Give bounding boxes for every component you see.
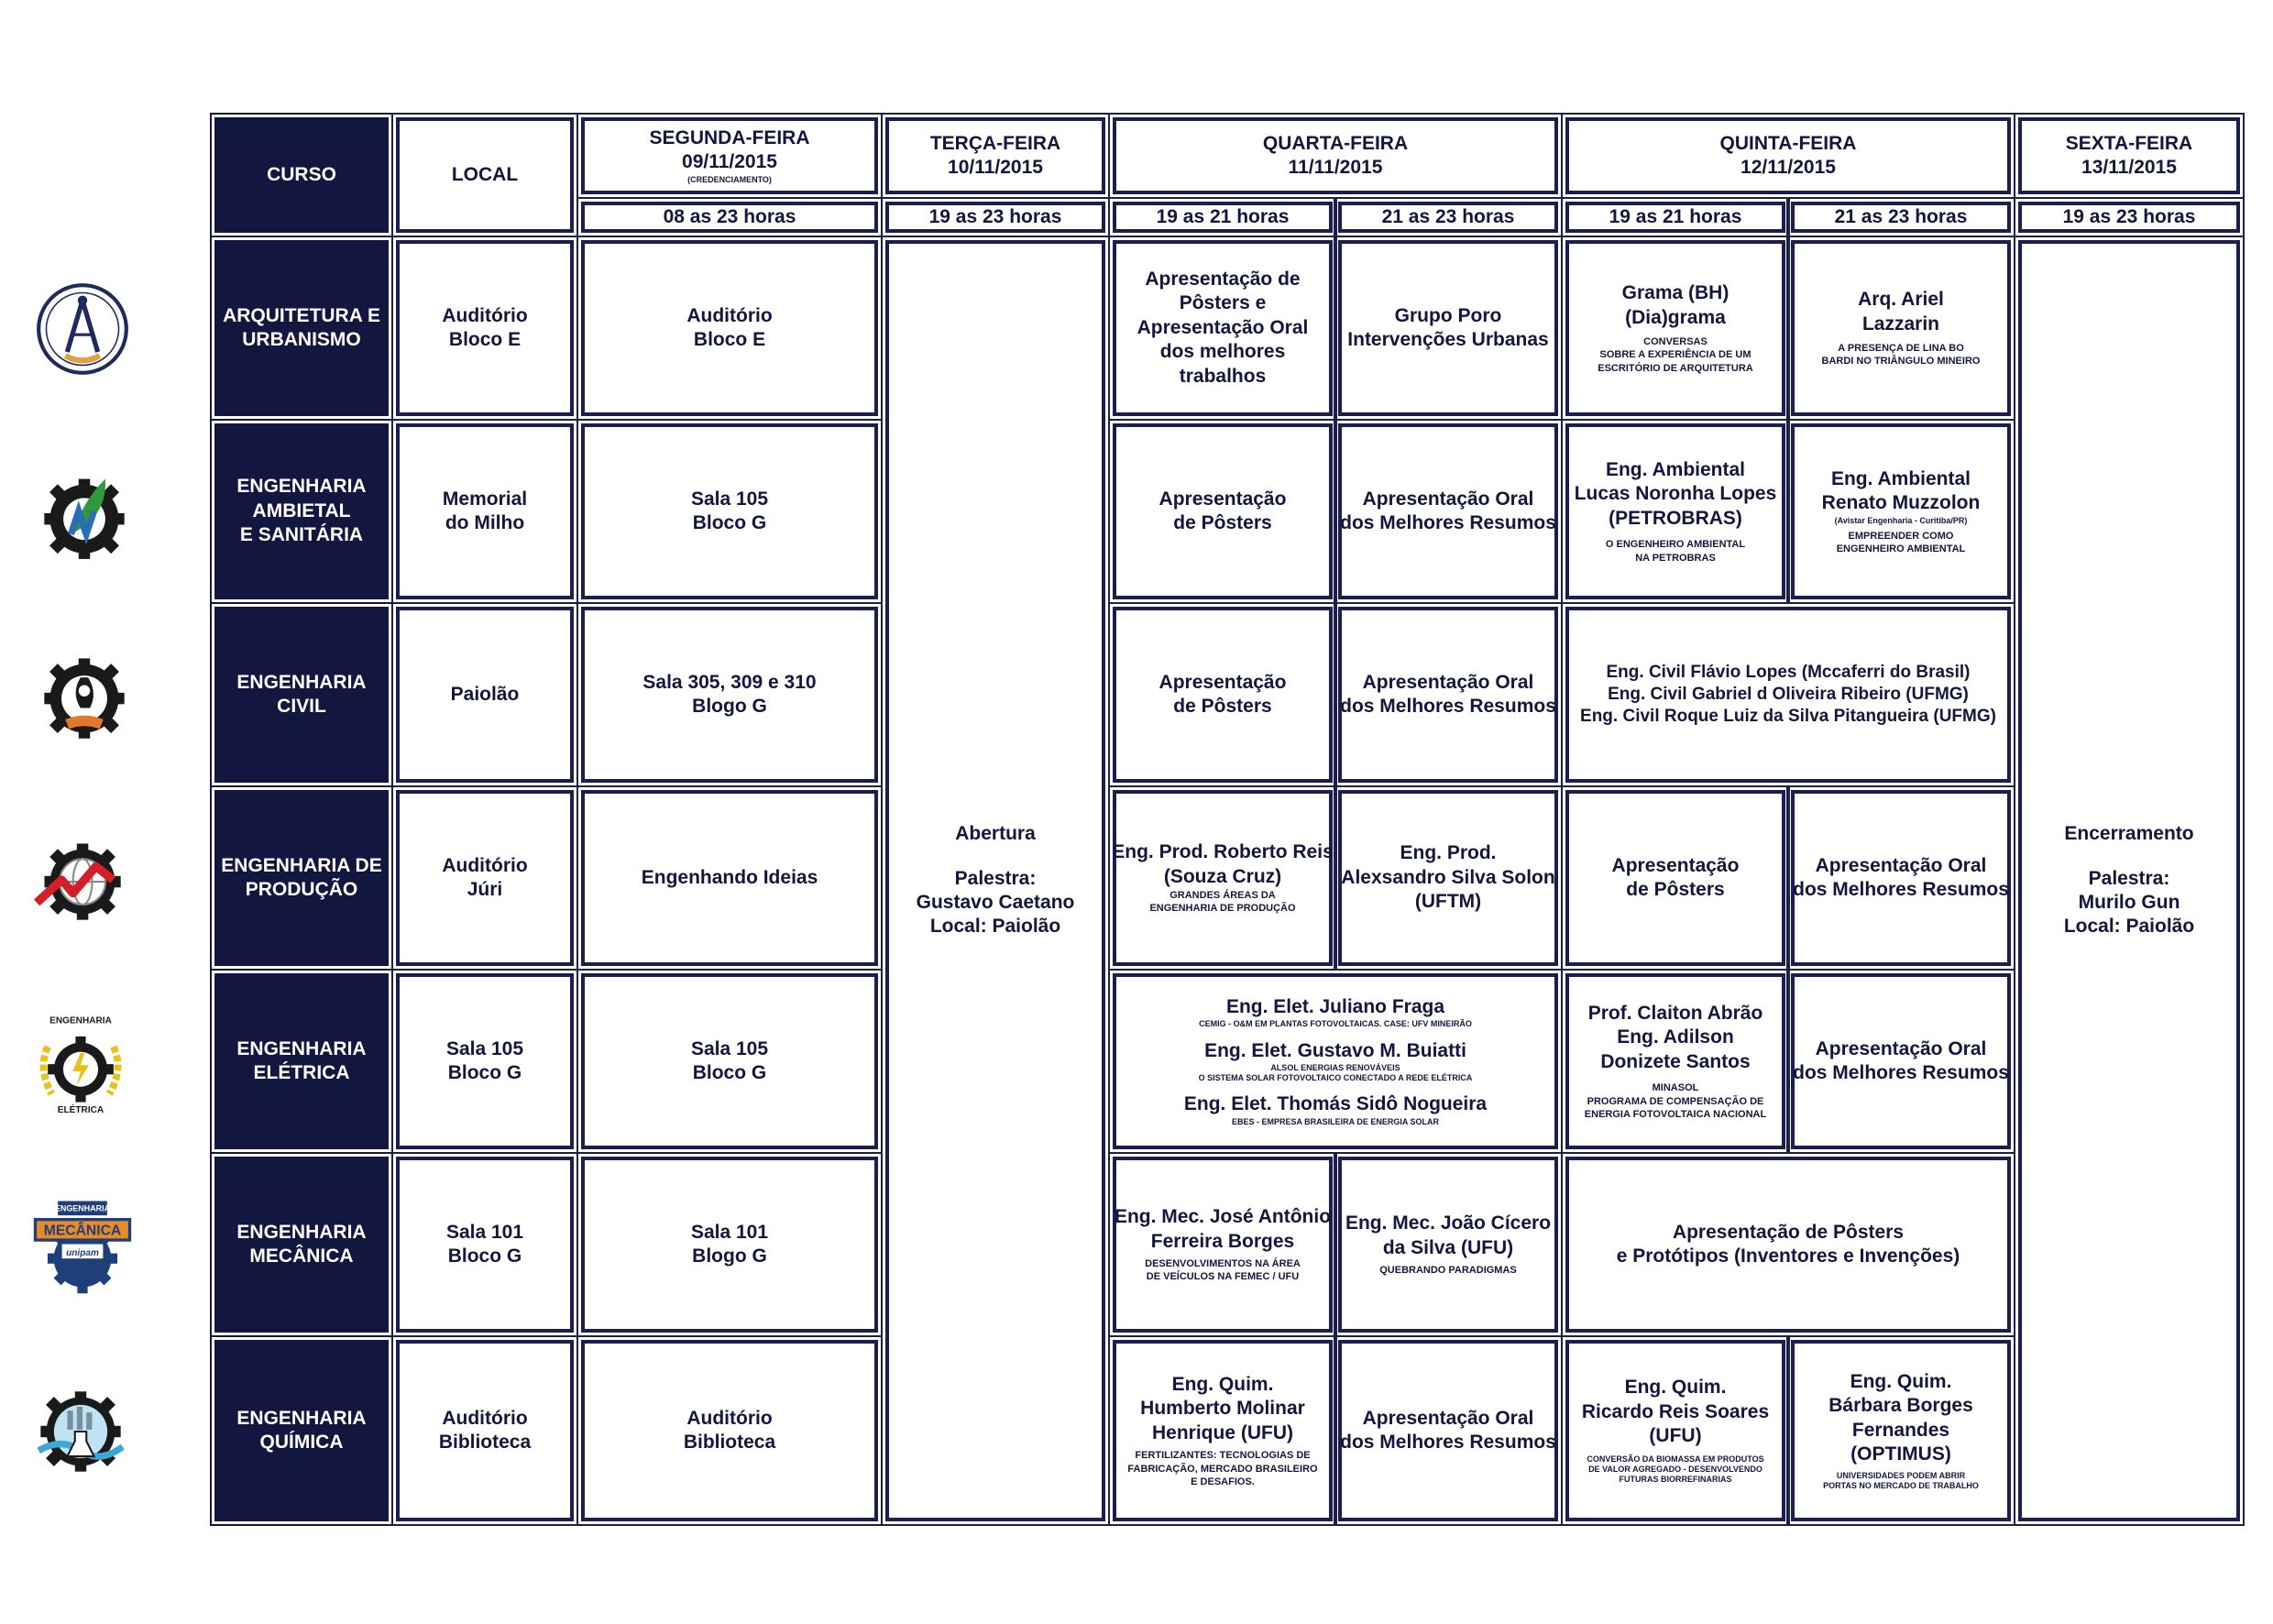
quinta2-title: Arq. Ariel [1858, 289, 1944, 311]
sexta-palestrante: Murilo Gun [2078, 892, 2180, 913]
quinta-speaker: Eng. Civil Roque Luiz da Silva Pitangueira (UFMG) [1580, 706, 1996, 726]
quinta2-title: Fernandes [1851, 1419, 1950, 1441]
mecanica-logo-bottom-text: unipam [66, 1247, 99, 1258]
quarta2-line: dos Melhores Resumos [1340, 512, 1556, 533]
quarta1-sub: DESENVOLVIMENTOS NA ÁREA [1145, 1258, 1301, 1270]
terca-date: 10/11/2015 [948, 157, 1043, 178]
segunda-producao [581, 790, 878, 966]
quarta1-title: (Souza Cruz) [1163, 865, 1282, 887]
terca-abertura [885, 240, 1105, 1521]
globe-gear-emblem-icon [33, 832, 128, 927]
quinta1-ambiental [1565, 423, 1785, 599]
quarta1-title: Ferreira Borges [1150, 1230, 1295, 1252]
quinta1-title: Eng. Ambiental [1605, 459, 1746, 481]
quarta1-sub: E DESAFIOS. [1191, 1476, 1255, 1487]
sexta-date: 13/11/2015 [2081, 157, 2177, 178]
quinta-mecanica [1565, 1157, 2011, 1333]
curso-civil [214, 607, 389, 783]
quinta1-sub: NA PETROBRAS [1635, 552, 1716, 564]
quarta-speaker-1: Eng. Elet. Juliano Fraga [1225, 995, 1445, 1017]
segunda-line: Biblioteca [683, 1432, 776, 1453]
quinta2-sub: EMPREENDER COMO [1848, 530, 1954, 542]
quinta1-arquitetura [1565, 240, 1785, 416]
quinta1-title: Donizete Santos [1600, 1050, 1751, 1072]
quarta2-arquitetura [1338, 240, 1558, 416]
quinta2-title: (OPTIMUS) [1850, 1443, 1951, 1465]
segunda-line: Sala 105 [690, 488, 769, 510]
curso-line: URBANISMO [242, 329, 361, 350]
segunda-line: Blogo G [692, 1245, 767, 1267]
time-quarta-1 [1113, 202, 1333, 233]
eletrica-logo-top-text: ENGENHARIA [49, 1015, 112, 1026]
local-line: Paiolão [450, 683, 520, 705]
mecanica-logo-top-text: ENGENHARIA [54, 1203, 111, 1213]
quarta1-title: Eng. Quim. [1171, 1373, 1274, 1395]
time-quinta-1-label: 19 as 21 horas [1609, 205, 1742, 227]
mecanica-shield-emblem-icon [31, 1197, 134, 1300]
quarta2-line: dos Melhores Resumos [1340, 696, 1556, 717]
curso-line: E SANITÁRIA [239, 524, 364, 546]
header-segunda [581, 117, 878, 194]
quinta1-quimica [1565, 1340, 1785, 1521]
quarta2-line: Apresentação Oral [1362, 671, 1534, 693]
quinta2-arquitetura [1791, 240, 2011, 416]
time-quinta-2-label: 21 as 23 horas [1834, 205, 1968, 227]
time-quinta-1 [1565, 202, 1785, 233]
quinta-line: e Protótipos (Inventores e Invenções) [1616, 1245, 1960, 1267]
header-curso [214, 117, 389, 233]
curso-line: ARQUITETURA E [223, 304, 380, 326]
quarta1-line: Pôsters e [1179, 292, 1267, 314]
segunda-ambiental [581, 423, 878, 599]
quinta1-line: Apresentação [1611, 854, 1740, 876]
segunda-civil [581, 607, 878, 783]
segunda-line: Sala 101 [690, 1221, 769, 1243]
quinta1-title: Ricardo Reis Soares [1581, 1400, 1770, 1422]
segunda-line: Bloco E [693, 329, 766, 350]
quinta2-title: Bárbara Borges [1828, 1395, 1973, 1417]
quarta2-title: da Silva (UFU) [1382, 1236, 1514, 1258]
quarta1-line: Apresentação [1158, 488, 1287, 510]
curso-line: CIVIL [277, 696, 326, 717]
segunda-day: SEGUNDA-FEIRA [649, 126, 810, 148]
quarta2-quimica [1338, 1340, 1558, 1521]
quinta2-sub: BARDI NO TRIÂNGULO MINEIRO [1821, 356, 1981, 368]
quarta-speaker-2: Eng. Elet. Gustavo M. Buiatti [1204, 1039, 1466, 1061]
quinta-speaker: Eng. Civil Flávio Lopes (Mccaferri do Brasil) [1606, 663, 1971, 683]
quinta2-sub: A PRESENÇA DE LINA BO [1838, 343, 1964, 355]
quinta2-line: Apresentação Oral [1815, 854, 1987, 876]
curso-line: ENGENHARIA [236, 1037, 367, 1059]
quarta-speaker-3-sub: EBES - EMPRESA BRASILEIRA DE ENERGIA SOLAR [1231, 1116, 1440, 1126]
eletrica-logo-bottom-text: ELÉTRICA [57, 1104, 104, 1114]
sexta-palestra-label: Palestra: [2088, 867, 2170, 889]
quinta1-title: (Dia)grama [1625, 306, 1726, 328]
time-quarta-2 [1338, 202, 1558, 233]
quinta1-sub: MINASOL [1652, 1082, 1699, 1094]
quinta2-producao [1791, 790, 2011, 966]
quarta2-line: Eng. Prod. [1400, 842, 1497, 864]
header-curso-label: CURSO [267, 163, 336, 185]
quarta2-line: Apresentação Oral [1362, 488, 1534, 510]
quarta2-line: Grupo Poro [1394, 304, 1502, 326]
mecanica-logo-mid-text: MECÂNICA [43, 1223, 122, 1239]
local-line: Auditório [442, 304, 528, 326]
quinta1-sub: SOBRE A EXPERIÊNCIA DE UM [1599, 349, 1751, 361]
sexta-local: Local: Paiolão [2063, 916, 2195, 938]
header-quarta [1113, 117, 1558, 194]
curso-line: ENGENHARIA [236, 671, 367, 693]
local-line: Auditório [442, 1407, 528, 1429]
quarta1-line: de Pôsters [1173, 512, 1272, 533]
quarta2-line: (UFTM) [1414, 891, 1482, 913]
header-sexta [2018, 117, 2240, 194]
time-segunda-label: 08 as 23 horas [663, 205, 796, 227]
quarta1-line: Apresentação [1158, 671, 1287, 693]
quinta-line: Apresentação de Pôsters [1672, 1221, 1905, 1243]
quinta2-line: dos Melhores Resumos [1793, 1062, 2009, 1083]
segunda-mecanica [581, 1157, 878, 1333]
time-quinta-2 [1791, 202, 2011, 233]
local-line: Auditório [442, 854, 528, 876]
quinta2-sub: PORTAS NO MERCADO DE TRABALHO [1823, 1480, 1979, 1490]
local-line: Bloco E [448, 329, 522, 350]
quarta1-title: Henrique (UFU) [1152, 1421, 1293, 1443]
quarta2-title: Eng. Mec. João Cícero [1345, 1213, 1552, 1234]
quinta1-sub: O ENGENHEIRO AMBIENTAL [1605, 539, 1746, 551]
header-quinta [1565, 117, 2011, 194]
local-line: Memorial [442, 488, 528, 510]
segunda-line: Bloco G [692, 512, 767, 533]
segunda-line: Bloco G [692, 1062, 767, 1083]
quarta-speaker-3: Eng. Elet. Thomás Sidô Nogueira [1183, 1093, 1488, 1115]
local-line: Bloco G [447, 1245, 522, 1267]
quarta-date: 11/11/2015 [1288, 157, 1383, 178]
quarta1-sub: ENGENHARIA DE PRODUÇÃO [1149, 903, 1296, 915]
header-local-label: LOCAL [451, 163, 519, 185]
terca-abertura-title: Abertura [955, 823, 1036, 845]
quinta2-title: Lazzarin [1861, 313, 1940, 335]
quarta1-line: de Pôsters [1173, 696, 1272, 717]
time-sexta-label: 19 as 23 horas [2062, 205, 2196, 227]
quarta1-line: trabalhos [1179, 365, 1267, 387]
quinta1-eletrica [1565, 973, 1785, 1149]
terca-day: TERÇA-FEIRA [929, 132, 1061, 154]
local-line: Bloco G [447, 1062, 522, 1083]
quarta1-quimica [1113, 1340, 1333, 1521]
curso-producao [214, 790, 389, 966]
quinta2-title: Eng. Quim. [1850, 1370, 1952, 1392]
sexta-day: SEXTA-FEIRA [2065, 132, 2193, 154]
quinta2-title: Eng. Ambiental [1830, 467, 1971, 489]
quinta-speaker: Eng. Civil Gabriel d Oliveira Ribeiro (UFMG) [1608, 685, 1969, 705]
local-eletrica [396, 973, 574, 1149]
curso-mecanica [214, 1157, 389, 1333]
quarta2-mecanica [1338, 1157, 1558, 1333]
segunda-eletrica [581, 973, 878, 1149]
quinta2-eletrica [1791, 973, 2011, 1149]
quinta1-line: de Pôsters [1626, 879, 1725, 900]
quarta1-sub: FABRICAÇÃO, MERCADO BRASILEIRO [1127, 1463, 1318, 1475]
quinta2-sub: ENGENHEIRO AMBIENTAL [1836, 543, 1966, 555]
local-line: Júri [467, 879, 503, 900]
quinta-date: 12/11/2015 [1740, 157, 1836, 178]
time-segunda [581, 202, 878, 233]
quinta1-sub: FUTURAS BIORREFINARIAS [1619, 1475, 1732, 1485]
quinta1-producao [1565, 790, 1785, 966]
quarta-speaker-1-sub: CEMIG - O&M EM PLANTAS FOTOVOLTAICAS. CASE: UFV MINEIRÃO [1199, 1019, 1472, 1029]
time-terca [885, 202, 1105, 233]
quarta-day: QUARTA-FEIRA [1262, 132, 1409, 154]
quinta1-sub: DE VALOR AGREGADO - DESENVOLVENDO [1588, 1465, 1762, 1475]
header-local [396, 117, 574, 233]
quinta1-sub: ESCRITÓRIO DE ARQUITETURA [1598, 362, 1753, 374]
segunda-line: Blogo G [692, 696, 767, 717]
quarta1-title: Eng. Mec. José Antônio [1114, 1206, 1332, 1228]
quarta1-arquitetura [1113, 240, 1333, 416]
quinta2-title: Renato Muzzolon [1821, 492, 1981, 514]
time-quarta-1-label: 19 as 21 horas [1156, 205, 1290, 227]
time-quarta-2-label: 21 as 23 horas [1381, 205, 1515, 227]
quinta1-title: Prof. Claiton Abrão [1587, 1002, 1763, 1024]
quarta2-line: Intervenções Urbanas [1347, 329, 1549, 350]
local-line: Biblioteca [438, 1432, 532, 1453]
curso-line: ENGENHARIA [236, 476, 367, 498]
curso-line: ELÉTRICA [253, 1062, 350, 1083]
flask-globe-emblem-icon [33, 1384, 128, 1479]
header-terca [885, 117, 1105, 194]
gear-torch-emblem-icon [37, 649, 132, 744]
segunda-line: Engenhando Ideias [641, 866, 818, 888]
local-ambiental [396, 423, 574, 599]
segunda-quimica [581, 1340, 878, 1521]
quinta1-title: (UFU) [1649, 1425, 1702, 1447]
curso-quimica [214, 1340, 389, 1521]
quarta1-producao [1113, 790, 1333, 966]
quarta2-civil [1338, 607, 1558, 783]
segunda-line: Sala 305, 309 e 310 [642, 671, 817, 693]
segunda-line: Sala 105 [690, 1037, 769, 1059]
quarta2-line: Apresentação Oral [1362, 1407, 1534, 1429]
quinta2-quimica [1791, 1340, 2011, 1521]
quarta1-line: Apresentação Oral [1136, 316, 1309, 338]
compass-emblem-icon [35, 281, 130, 377]
quinta2-ambiental [1791, 423, 2011, 599]
local-line: Sala 105 [445, 1037, 524, 1059]
quinta2-line: dos Melhores Resumos [1793, 879, 2009, 900]
curso-line: ENGENHARIA DE [221, 854, 382, 876]
quinta1-title: Eng. Adilson [1617, 1026, 1734, 1048]
quinta-day: QUINTA-FEIRA [1719, 132, 1857, 154]
local-quimica [396, 1340, 574, 1521]
quinta2-line: Apresentação Oral [1815, 1037, 1987, 1059]
segunda-line: Auditório [686, 304, 773, 326]
local-line: do Milho [445, 512, 525, 533]
curso-line: ENGENHARIA [236, 1221, 367, 1243]
time-sexta [2018, 202, 2240, 233]
curso-line: PRODUÇÃO [245, 879, 358, 900]
segunda-date: 09/11/2015 [682, 151, 777, 173]
local-civil [396, 607, 574, 783]
terca-local: Local: Paiolão [929, 916, 1061, 938]
quinta1-title: Lucas Noronha Lopes [1574, 483, 1777, 505]
curso-line: ENGENHARIA [236, 1407, 367, 1429]
quinta1-title: Eng. Quim. [1624, 1377, 1727, 1399]
local-mecanica [396, 1157, 574, 1333]
quinta1-sub: PROGRAMA DE COMPENSAÇÃO DE [1587, 1095, 1764, 1107]
quarta-speaker-2-sub: O SISTEMA SOLAR FOTOVOLTAICO CONECTADO A REDE ELÉTRICA [1198, 1073, 1473, 1083]
quarta2-line: dos Melhores Resumos [1340, 1432, 1556, 1453]
terca-palestrante: Gustavo Caetano [916, 892, 1075, 913]
quarta1-sub: GRANDES ÁREAS DA [1169, 890, 1276, 902]
segunda-arquitetura [581, 240, 878, 416]
quarta2-ambiental [1338, 423, 1558, 599]
sexta-encerramento-title: Encerramento [2064, 823, 2194, 845]
segunda-note: (CREDENCIAMENTO) [687, 174, 772, 184]
local-arquitetura [396, 240, 574, 416]
quinta2-note: (Avistar Engenharia - Curitiba/PR) [1834, 515, 1968, 525]
quarta-eletrica [1113, 973, 1558, 1149]
quarta1-sub: DE VEÍCULOS NA FEMEC / UFU [1146, 1271, 1300, 1283]
quarta-speaker-2-sub: ALSOL ENERGIAS RENOVÁVEIS [1270, 1062, 1400, 1072]
local-producao [396, 790, 574, 966]
terca-palestra-label: Palestra: [954, 867, 1037, 889]
quarta1-title: Eng. Prod. Roberto Reis [1112, 841, 1334, 863]
quarta1-line: dos melhores [1159, 341, 1286, 363]
quarta1-line: Apresentação de [1145, 268, 1301, 290]
curso-line: AMBIETAL [252, 499, 351, 521]
quarta1-sub: FERTILIZANTES: TECNOLOGIAS DE [1135, 1450, 1311, 1462]
curso-arquitetura [214, 240, 389, 416]
quinta2-sub: UNIVERSIDADES PODEM ABRIR [1836, 1470, 1966, 1480]
curso-line: QUÍMICA [259, 1432, 344, 1453]
quarta2-line: Alexsandro Silva Solon [1341, 866, 1555, 888]
quinta1-title: (PETROBRAS) [1609, 507, 1742, 529]
gear-leaf-emblem-icon [37, 466, 132, 561]
curso-line: MECÂNICA [249, 1245, 354, 1267]
quarta1-title: Humberto Molinar [1140, 1398, 1305, 1420]
quinta1-title: Grama (BH) [1621, 282, 1729, 304]
lightning-laurel-emblem-icon [29, 1012, 132, 1114]
quinta1-sub: CONVERSÃO DA BIOMASSA EM PRODUTOS [1587, 1454, 1764, 1464]
curso-eletrica [214, 973, 389, 1149]
segunda-line: Auditório [686, 1407, 773, 1429]
sexta-encerramento [2018, 240, 2240, 1521]
quinta1-sub: ENERGIA FOTOVOLTAICA NACIONAL [1584, 1108, 1767, 1120]
time-terca-label: 19 as 23 horas [928, 205, 1062, 227]
quarta1-mecanica [1113, 1157, 1333, 1333]
quinta-civil [1565, 607, 2011, 783]
curso-ambiental [214, 423, 389, 599]
quinta1-sub: CONVERSAS [1643, 336, 1707, 347]
local-line: Sala 101 [445, 1221, 524, 1243]
quarta1-civil [1113, 607, 1333, 783]
quarta2-sub: QUEBRANDO PARADIGMAS [1379, 1265, 1517, 1277]
quarta2-producao [1338, 790, 1558, 966]
quarta1-ambiental [1113, 423, 1333, 599]
